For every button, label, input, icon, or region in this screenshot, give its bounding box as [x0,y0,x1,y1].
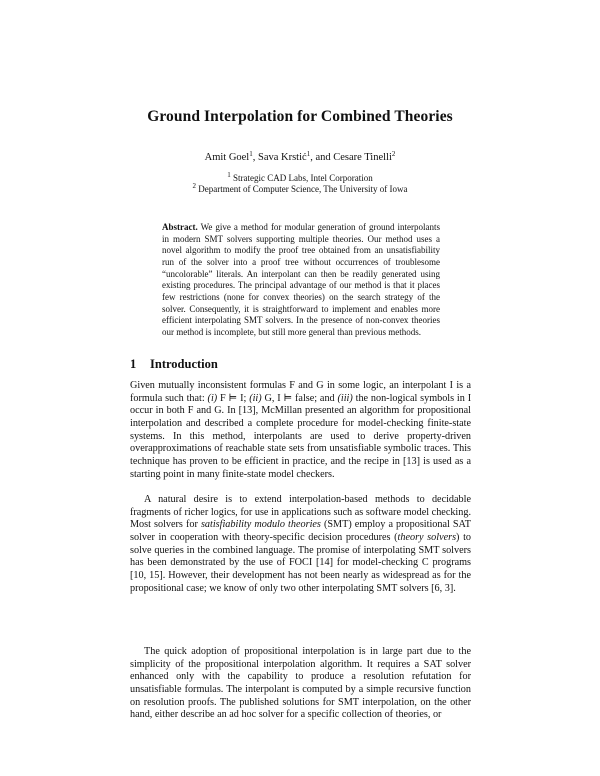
author-separator: , and [310,152,331,163]
affiliation-mark: 2 [391,150,396,158]
body-paragraph: The quick adoption of propositional interpolation is in large part due to the simplicity of the propositional interpolation algorithm. It requires a SAT solver enhanced only with the capability to produce a resolution refutation for unsatisfiable formulas. The interpolant is computed by a simple recursive function on resolution proofs. The published solutions for SMT interpolation, on the other hand, either describe an ad hoc solver for a specific collection of theories, or [130,646,471,721]
affiliation-mark: 1 [306,150,311,158]
section-title: Introduction [150,357,218,371]
author-name: Cesare Tinelli [333,152,392,163]
body-paragraph: A natural desire is to extend interpolation-based methods to decidable fragments of richer logics, for use in applications such as software model checking. Most solvers for satisfiability modulo theories (SMT) employ a propositional SAT solver in cooperation with theory-specific decision procedures (theory solvers) to solve queries in the combined language. The promise of interpolating SMT solvers has been demonstrated by the use of FOCI [14] for model-checking C programs [10, 15]. However, their development has not been nearly as widespread as for the propositional case; we know of only two other interpolating SMT solvers [6, 3]. [130,494,472,594]
affiliation-mark: 2 [192,182,196,190]
affiliation-mark: 1 [227,171,231,179]
abstract-text: We give a method for modular generation of ground interpolants in modern SMT solvers supporting multiple theories. Our method uses a novel algorithm to modify the proof tree obtained from an unsatisfiability run of the solver into a proof tree without occurrences of troublesome “uncolorable” literals. An interpolant can then be readily generated using existing procedures. The principal advantage of our method is that it places few restrictions (none for convex theories) on the search strategy of the solver. Consequently, it is straightforward to implement and enables more efficient interpolating SMT solvers. In the presence of non-convex theories our method is incomplete, but still more general than previous methods. [162,222,440,337]
section-heading [130,357,218,372]
author-name: Sava Krstić [257,152,307,163]
author-name: Amit Goel [204,152,250,163]
body-paragraph: Given mutually inconsistent formulas F and G in some logic, an interpolant I is a formula such that: (i) F ⊨ I; (ii) G, I ⊨ false; and (iii) the non-logical symbols in I occur in both F and G. In [13], McMillan presented an algorithm for propositional interpolation and described a complete procedure for model-checking finite-state systems. In this method, interpolants are used to derive property-driven overapproximations of reachable state sets from unsatisfiable symbolic traces. This technique has proven to be efficient in practice, and the recipe in [13] is used as a starting point in many finite-state model checkers. [130,380,472,480]
section-number: 1 [130,357,137,371]
abstract [162,222,440,339]
affiliation-text: Strategic CAD Labs, Intel Corporation [233,173,373,183]
author-line: Amit Goel$^1$, Sava Krstić$^1$, and Cesare Tinelli$^2$ [204,150,396,163]
affiliation-mark: 1 [249,150,253,158]
abstract-label: Abstract. [162,222,198,232]
paper-title: Ground Interpolation for Combined Theories [147,108,453,125]
affiliation-text: Department of Computer Science, The University of Iowa [198,184,408,194]
affiliation [0,181,600,195]
